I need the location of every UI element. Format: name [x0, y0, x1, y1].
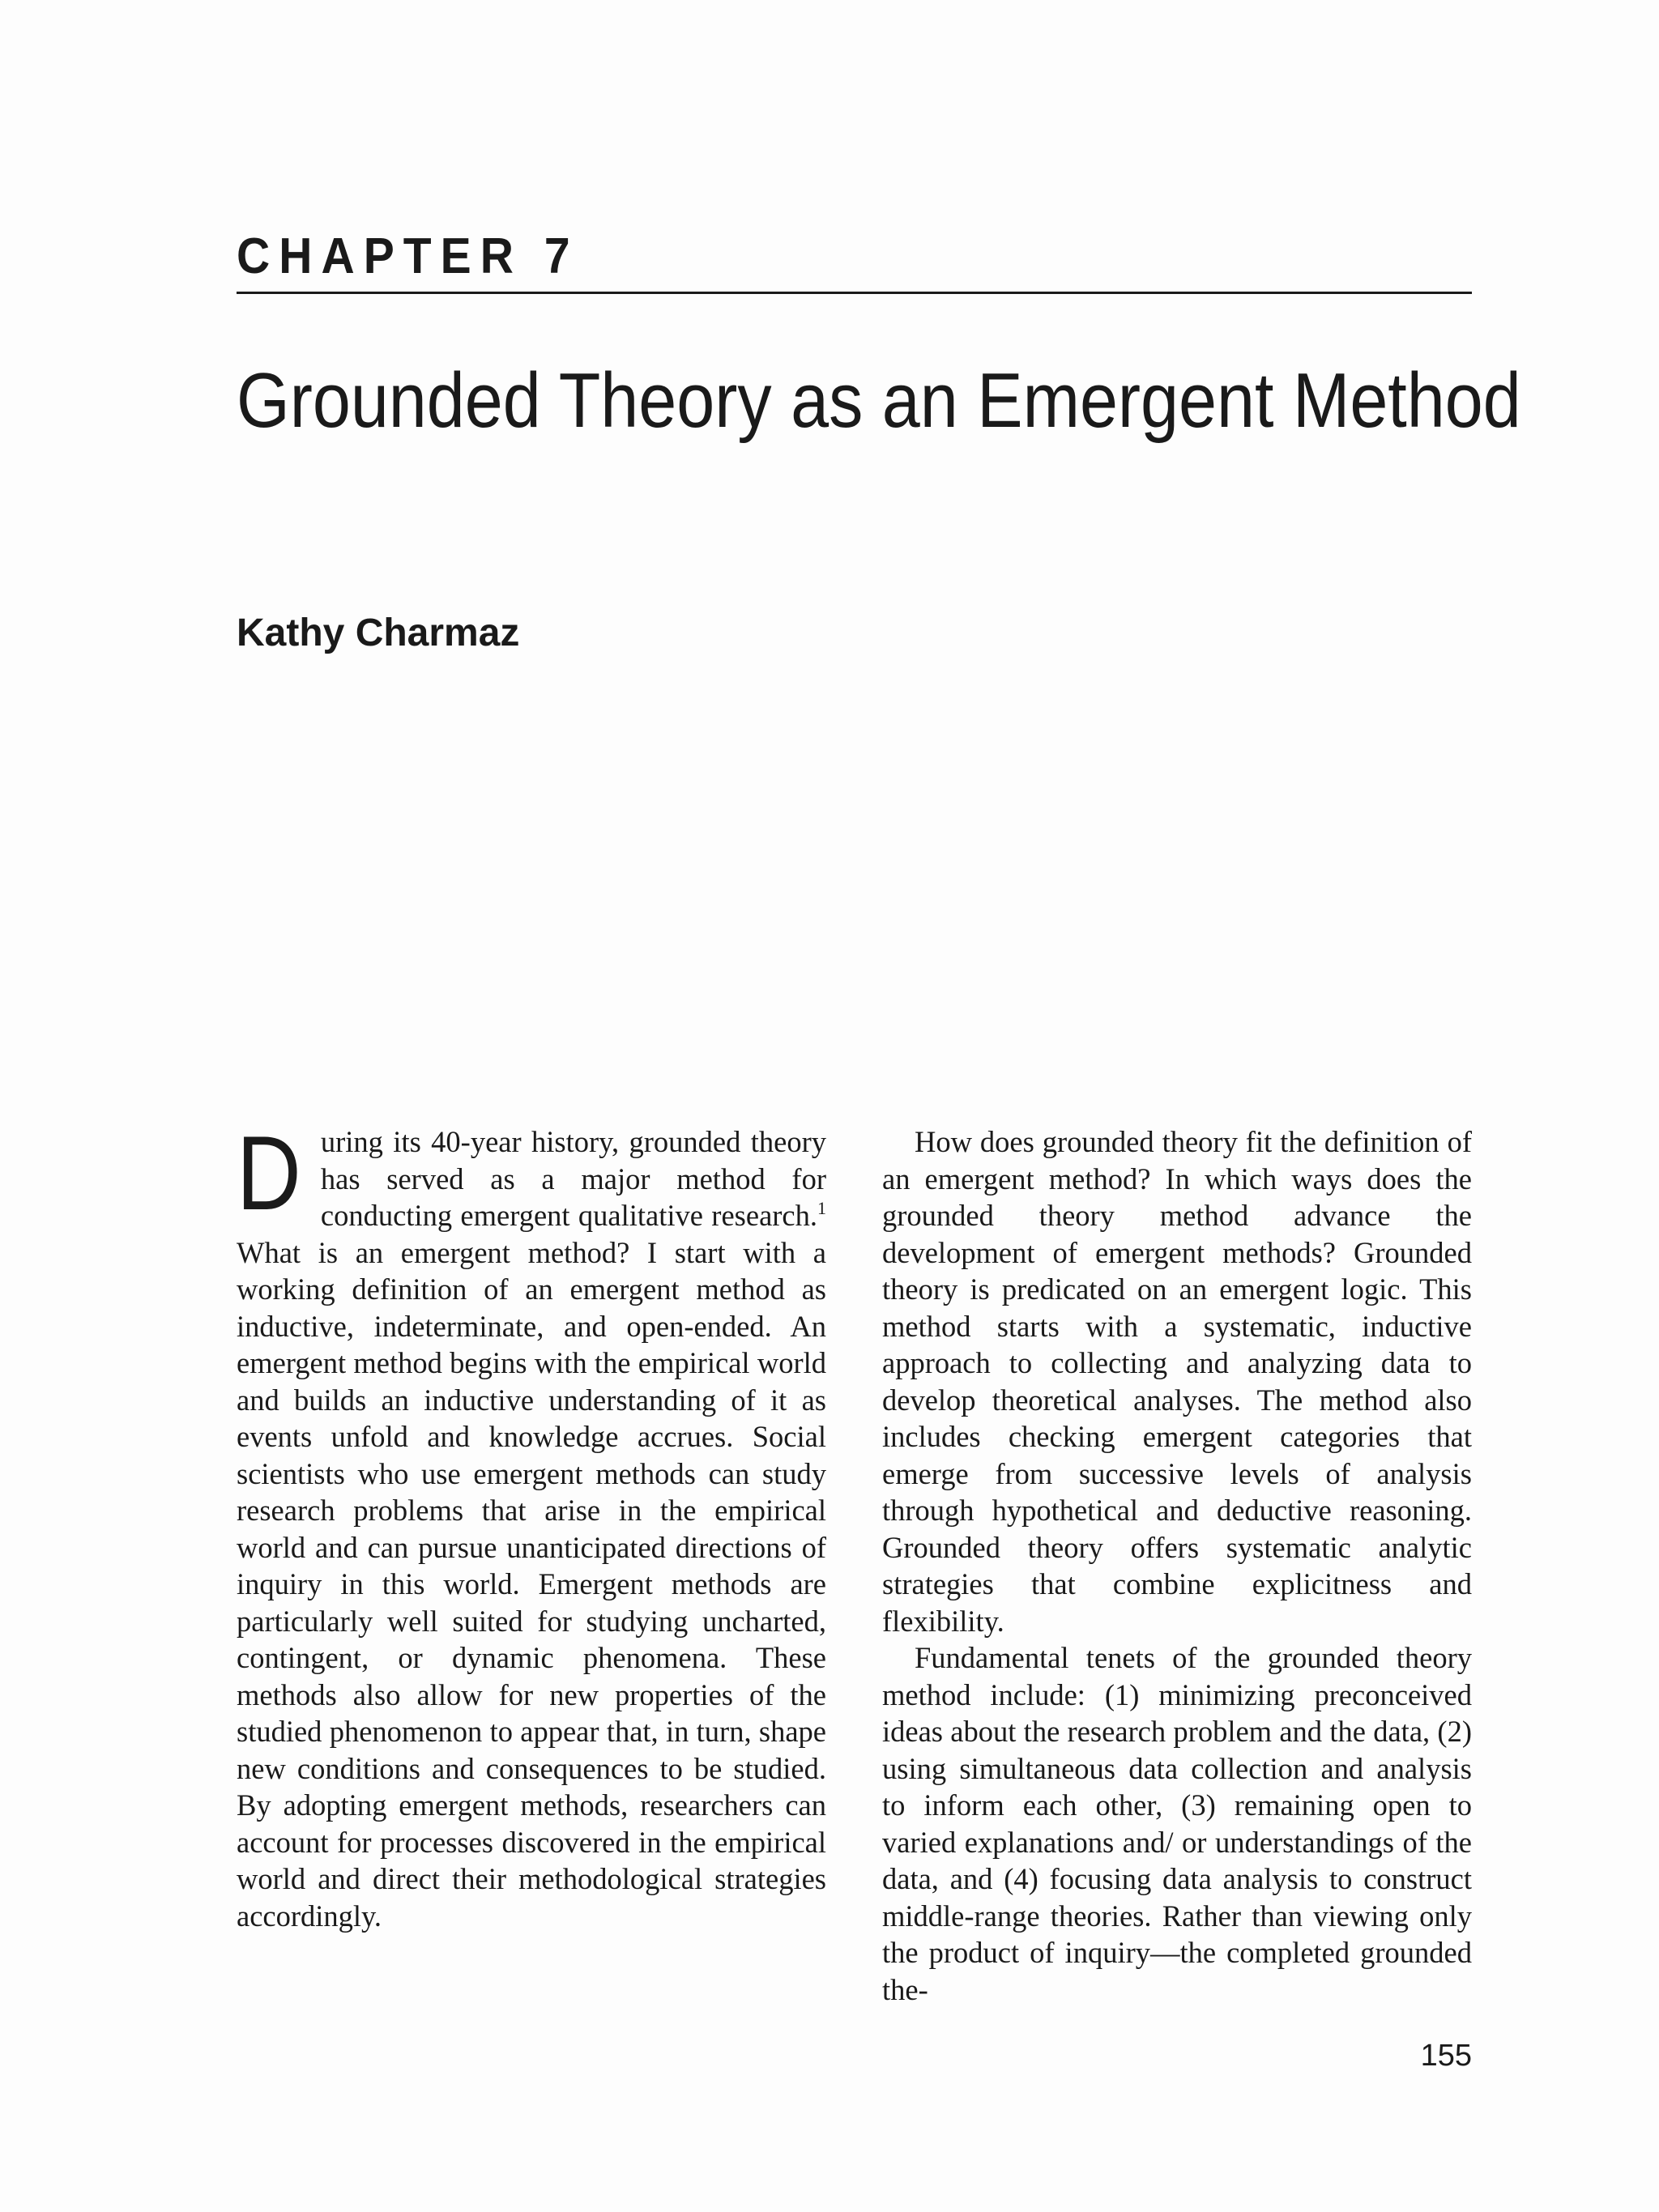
left-paragraph-1: [237, 1114, 826, 1934]
left-column: [237, 1114, 826, 1934]
chapter-title: Grounded Theory as an Emergent Method: [237, 357, 1521, 444]
right-paragraph-1: How does grounded theory fit the definition of an emergent method? In which ways does the grounded theory method advance the development of emergent methods? Grounded theory is predicated on an emergent logic. This method starts with a systematic, inductive approach to collecting and analyzing data to develop theoretical analyses. The method also includes checking emergent categories that emerge from successive levels of analysis through hypothetical and deductive reasoning. Grounded theory offers systematic analytic strategies that combine explicitness and flexibility.: [882, 1125, 1472, 1638]
left-paragraph-1-text-a: uring its 40-year history, grounded theory has served as a major method for conducting emergent qualitative research.: [320, 1125, 826, 1232]
chapter-rule: [237, 292, 1472, 294]
drop-cap: D: [237, 1114, 301, 1232]
left-paragraph-1-text-b: What is an emergent method? I start with a working definition of an emergent method as inductive, indeterminate, and open-ended. An emergent method begins with the empirical world and builds an inductive understanding of it as events unfold and knowledge accrues. Social scientists who use emergent methods can study research problems that arise in the empirical world and can pursue unanticipated directions of inquiry in this world. Emergent methods are particularly well suited for studying uncharted, contingent, or dynamic phenomena. These methods also allow for new properties of the studied phenomenon to appear that, in turn, shape new conditions and consequences to be studied. By adopting emergent methods, researchers can account for processes discovered in the empirical world and direct their methodological strategies accordingly.: [237, 1235, 826, 1933]
right-paragraph-2: Fundamental tenets of the grounded theory method include: (1) minimizing preconceived ideas about the research problem and the data, (2) using simultaneous data collection and analysis to inform each other, (3) remaining open to varied explanations and/ or understandings of the data, and (4) focusing data analysis to construct middle-range theories. Rather than viewing only the product of inquiry—the completed grounded the-: [882, 1641, 1472, 2006]
right-column: [882, 1123, 1472, 2008]
page-number: 155: [1420, 2039, 1472, 2073]
author-name: Kathy Charmaz: [237, 612, 520, 654]
footnote-marker: 1: [817, 1198, 826, 1218]
chapter-label: CHAPTER 7: [237, 228, 579, 284]
